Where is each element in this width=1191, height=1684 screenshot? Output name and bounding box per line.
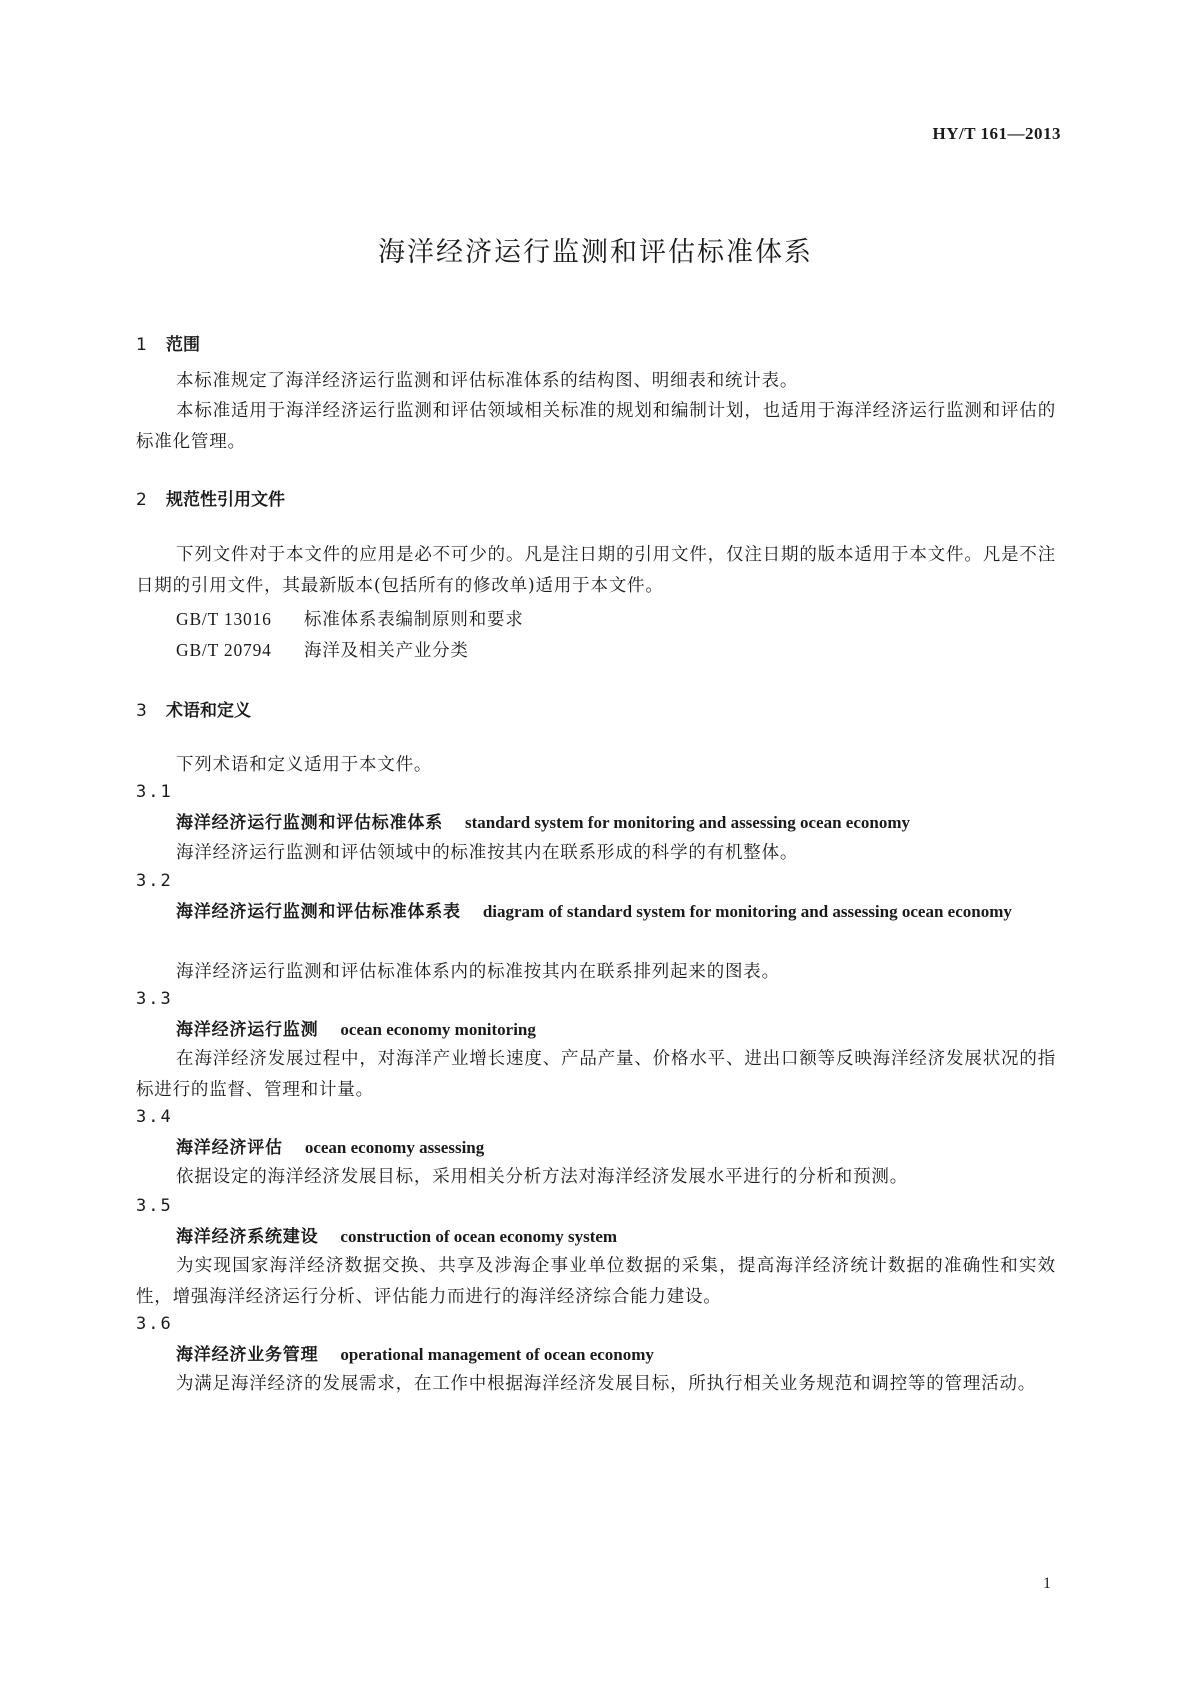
term-heading bbox=[176, 1221, 1056, 1253]
document-title: 海洋经济运行监测和评估标准体系 bbox=[378, 237, 813, 268]
term-definition: 为满足海洋经济的发展需求，在工作中根据海洋经济发展目标，所执行相关业务规范和调控等的管理活动。 bbox=[176, 1374, 1037, 1394]
term-heading bbox=[176, 1014, 1056, 1046]
term-definition: 海洋经济运行监测和评估领域中的标准按其内在联系形成的科学的有机整体。 bbox=[176, 843, 799, 863]
section-number: 1 bbox=[136, 335, 147, 355]
term-chinese: 海洋经济运行监测和评估标准体系表 bbox=[176, 902, 461, 922]
term-number: 3.5 bbox=[136, 1196, 173, 1216]
section-heading-scope bbox=[136, 330, 200, 355]
reference-item bbox=[176, 606, 524, 631]
term-heading bbox=[176, 807, 1056, 839]
term-definition: 海洋经济运行监测和评估标准体系内的标准按其内在联系排列起来的图表。 bbox=[176, 962, 780, 982]
terms-intro: 下列术语和定义适用于本文件。 bbox=[176, 755, 433, 775]
section-number: 3 bbox=[136, 701, 147, 721]
term-english: standard system for monitoring and assessing ocean economy bbox=[465, 813, 911, 832]
section-title: 规范性引用文件 bbox=[166, 490, 285, 510]
term-chinese: 海洋经济评估 bbox=[176, 1138, 283, 1158]
term-chinese: 海洋经济业务管理 bbox=[176, 1345, 319, 1365]
section-heading-terms bbox=[136, 696, 251, 721]
term-number: 3.2 bbox=[136, 871, 173, 891]
section-title: 范围 bbox=[166, 335, 200, 355]
reference-title: 标准体系表编制原则和要求 bbox=[304, 610, 524, 630]
term-definition: 依据设定的海洋经济发展目标，采用相关分析方法对海洋经济发展水平进行的分析和预测。 bbox=[176, 1167, 908, 1187]
term-english: ocean economy assessing bbox=[304, 1138, 485, 1157]
term-english: operational management of ocean economy bbox=[340, 1345, 654, 1364]
term-heading bbox=[176, 1339, 1056, 1371]
section-heading-references bbox=[136, 485, 285, 510]
term-english: ocean economy monitoring bbox=[340, 1020, 536, 1039]
term-definition: 为实现国家海洋经济数据交换、共享及涉海企事业单位数据的采集，提高海洋经济统计数据的准确性和实效性，增强海洋经济运行分析、评估能力而进行的海洋经济综合能力建设。 bbox=[136, 1256, 1056, 1307]
scope-paragraph-1: 本标准规定了海洋经济运行监测和评估标准体系的结构图、明细表和统计表。 bbox=[176, 371, 799, 391]
scope-paragraph-2: 本标准适用于海洋经济运行监测和评估领域相关标准的规划和编制计划，也适用于海洋经济运行监测和评估的标准化管理。 bbox=[136, 401, 1056, 452]
term-heading bbox=[176, 896, 1056, 928]
references-intro: 下列文件对于本文件的应用是必不可少的。凡是注日期的引用文件，仅注日期的版本适用于本文件。凡是不注日期的引用文件，其最新版本(包括所有的修改单)适用于本文件。 bbox=[136, 545, 1056, 596]
standard-number: HY/T 161—2013 bbox=[932, 124, 1061, 143]
term-number: 3.6 bbox=[136, 1314, 173, 1334]
term-chinese: 海洋经济运行监测和评估标准体系 bbox=[176, 813, 443, 833]
term-chinese: 海洋经济系统建设 bbox=[176, 1227, 319, 1247]
reference-title: 海洋及相关产业分类 bbox=[304, 641, 469, 661]
term-english: diagram of standard system for monitoring and assessing ocean economy bbox=[482, 902, 1012, 921]
term-number: 3.3 bbox=[136, 989, 173, 1009]
term-number: 3.4 bbox=[136, 1107, 173, 1127]
term-number: 3.1 bbox=[136, 782, 173, 802]
term-english: construction of ocean economy system bbox=[340, 1227, 618, 1246]
reference-code: GB/T 20794 bbox=[176, 640, 272, 660]
term-definition: 在海洋经济发展过程中，对海洋产业增长速度、产品产量、价格水平、进出口额等反映海洋经济发展状况的指标进行的监督、管理和计量。 bbox=[136, 1049, 1056, 1100]
term-heading bbox=[176, 1132, 1056, 1164]
section-number: 2 bbox=[136, 490, 147, 510]
reference-item bbox=[176, 637, 469, 662]
term-chinese: 海洋经济运行监测 bbox=[176, 1020, 319, 1040]
page-number: 1 bbox=[1043, 1575, 1051, 1592]
reference-code: GB/T 13016 bbox=[176, 609, 272, 629]
section-title: 术语和定义 bbox=[166, 701, 251, 721]
